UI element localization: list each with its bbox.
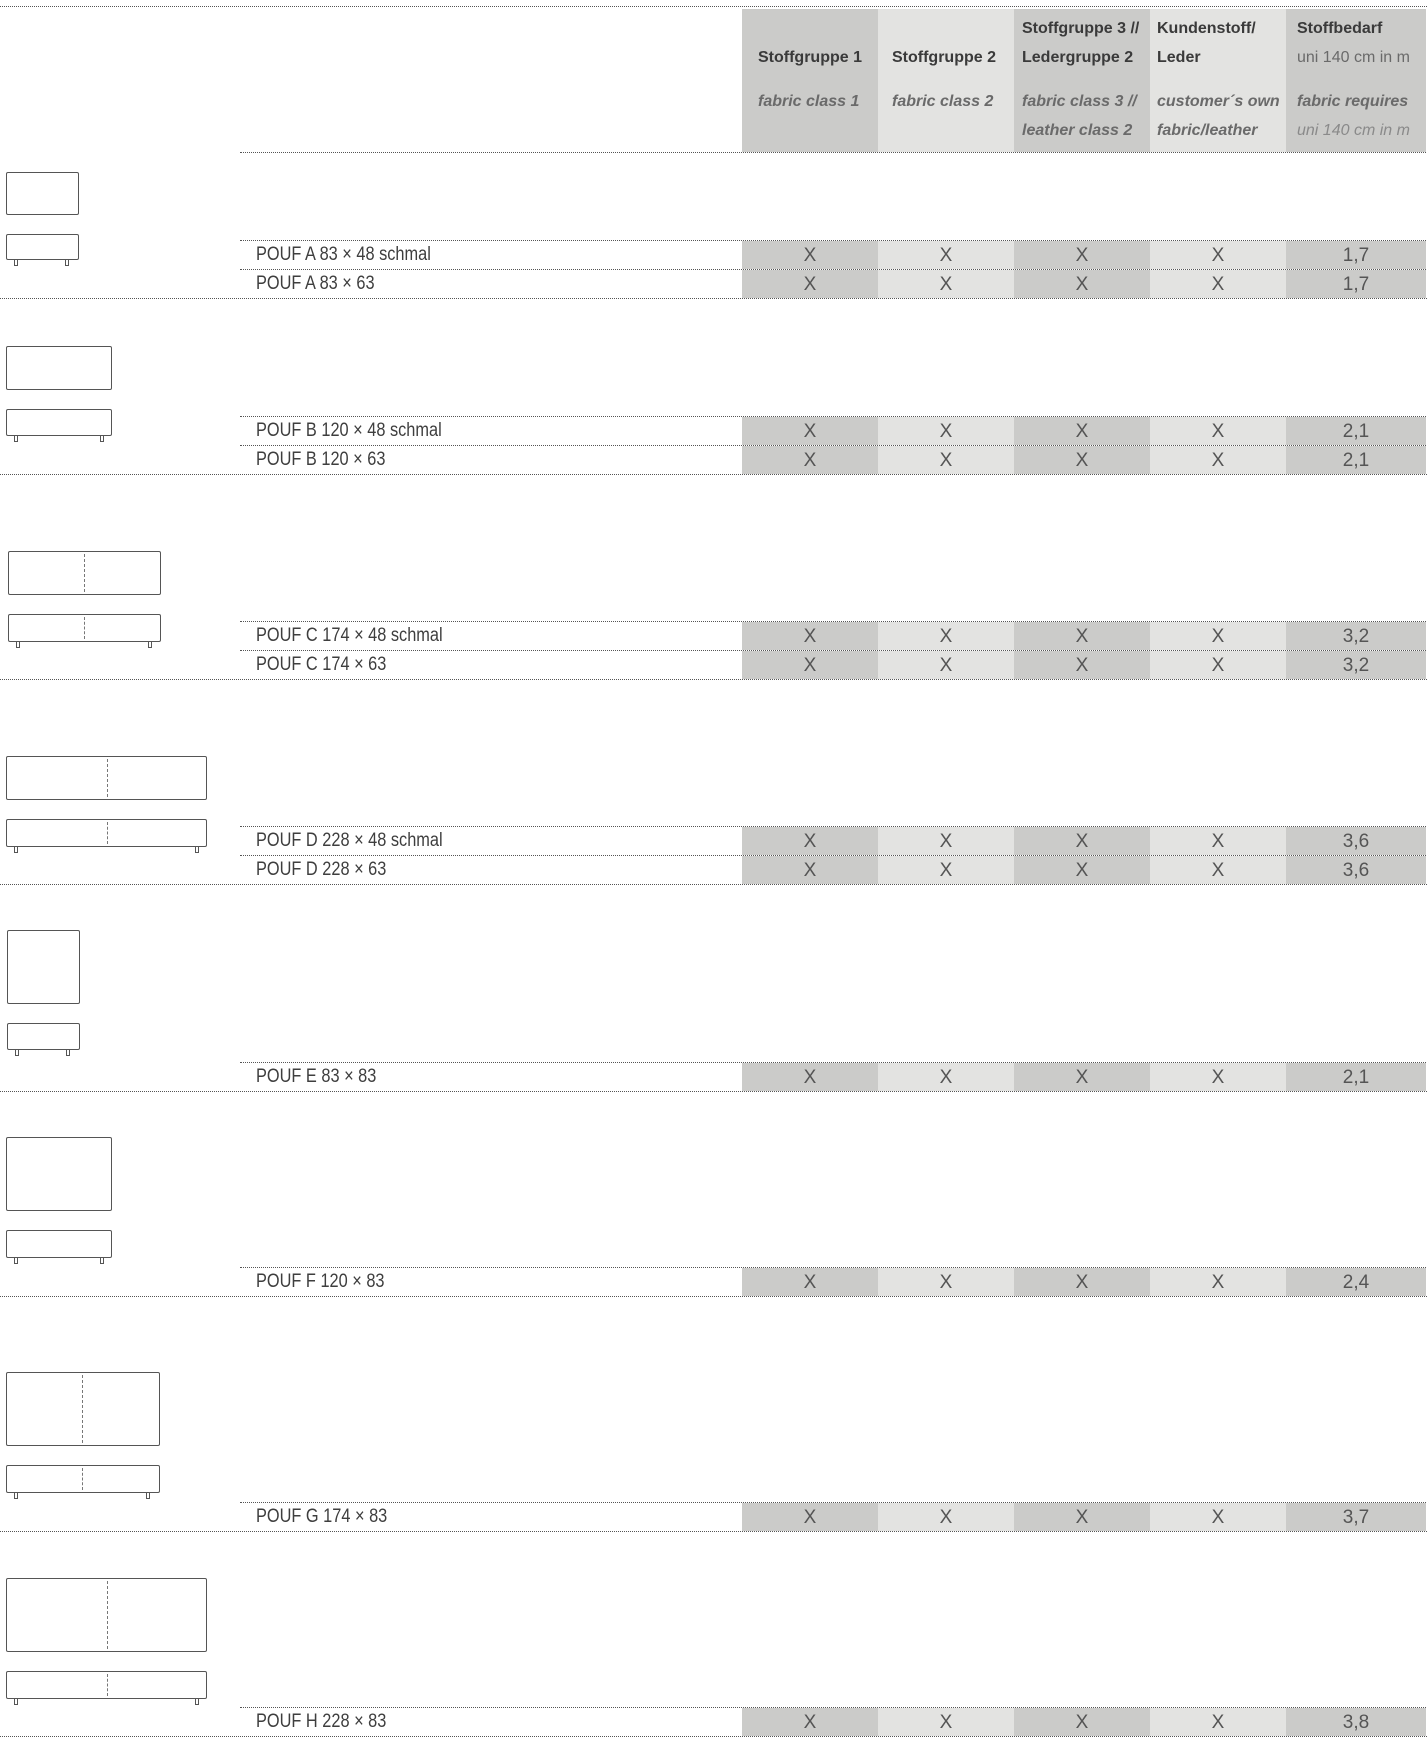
group-bottom-rule xyxy=(0,884,1427,885)
product-name: POUF C 174 × 63 xyxy=(256,654,387,675)
product-name: POUF B 120 × 63 xyxy=(256,449,386,470)
availability-cell: X xyxy=(939,450,953,471)
availability-cell: X xyxy=(1075,626,1089,647)
availability-cell: X xyxy=(803,1067,817,1088)
availability-cell: X xyxy=(803,1712,817,1733)
availability-cell: X xyxy=(803,626,817,647)
group-bottom-rule xyxy=(0,298,1427,299)
header-col4: Kundenstoff/ Leder customer´s own fabric/leather xyxy=(1157,20,1280,139)
availability-cell: X xyxy=(803,831,817,852)
availability-cell: X xyxy=(1211,626,1225,647)
availability-cell: X xyxy=(1075,831,1089,852)
availability-cell: X xyxy=(1211,655,1225,676)
fabric-requirement-cell: 3,2 xyxy=(1342,626,1370,647)
fabric-requirement-cell: 2,4 xyxy=(1342,1272,1370,1293)
availability-cell: X xyxy=(1211,1067,1225,1088)
fabric-requirement-cell: 1,7 xyxy=(1342,274,1370,295)
availability-cell: X xyxy=(939,274,953,295)
product-name: POUF C 174 × 48 schmal xyxy=(256,625,443,646)
availability-cell: X xyxy=(1075,421,1089,442)
availability-cell: X xyxy=(803,1272,817,1293)
availability-cell: X xyxy=(1075,860,1089,881)
fabric-requirement-cell: 3,2 xyxy=(1342,655,1370,676)
availability-cell: X xyxy=(1211,421,1225,442)
availability-cell: X xyxy=(939,1507,953,1528)
product-name: POUF B 120 × 48 schmal xyxy=(256,420,442,441)
product-name: POUF E 83 × 83 xyxy=(256,1066,377,1087)
availability-cell: X xyxy=(939,1067,953,1088)
availability-cell: X xyxy=(939,1272,953,1293)
group-bottom-rule xyxy=(0,1296,1427,1297)
group-bottom-rule xyxy=(0,1736,1427,1737)
availability-cell: X xyxy=(803,274,817,295)
availability-cell: X xyxy=(1075,274,1089,295)
header-col2: Stoffgruppe 2 fabric class 2 xyxy=(892,49,996,110)
availability-cell: X xyxy=(803,860,817,881)
header-bottom-rule xyxy=(240,152,1426,153)
fabric-requirement-cell: 2,1 xyxy=(1342,421,1370,442)
group-bottom-rule xyxy=(0,1531,1427,1532)
availability-cell: X xyxy=(1211,245,1225,266)
availability-cell: X xyxy=(939,1712,953,1733)
availability-cell: X xyxy=(939,860,953,881)
availability-cell: X xyxy=(1075,450,1089,471)
product-name: POUF A 83 × 63 xyxy=(256,273,375,294)
availability-cell: X xyxy=(1211,1712,1225,1733)
availability-cell: X xyxy=(1075,1272,1089,1293)
availability-cell: X xyxy=(803,421,817,442)
fabric-requirement-cell: 3,6 xyxy=(1342,860,1370,881)
product-name: POUF D 228 × 48 schmal xyxy=(256,830,443,851)
fabric-requirement-cell: 3,8 xyxy=(1342,1712,1370,1733)
availability-cell: X xyxy=(939,245,953,266)
availability-cell: X xyxy=(1211,450,1225,471)
fabric-requirement-cell: 2,1 xyxy=(1342,450,1370,471)
availability-cell: X xyxy=(1211,274,1225,295)
availability-cell: X xyxy=(1211,1272,1225,1293)
availability-cell: X xyxy=(1075,1712,1089,1733)
availability-cell: X xyxy=(939,831,953,852)
fabric-requirement-cell: 2,1 xyxy=(1342,1067,1370,1088)
product-name: POUF D 228 × 63 xyxy=(256,859,387,880)
availability-cell: X xyxy=(803,245,817,266)
availability-cell: X xyxy=(803,1507,817,1528)
top-rule xyxy=(0,6,1427,7)
availability-cell: X xyxy=(1075,1067,1089,1088)
header-col3: Stoffgruppe 3 // Ledergruppe 2 fabric class 3 // leather class 2 xyxy=(1022,20,1140,139)
availability-cell: X xyxy=(939,626,953,647)
header-col1: Stoffgruppe 1 fabric class 1 xyxy=(758,49,862,110)
availability-cell: X xyxy=(1075,245,1089,266)
availability-cell: X xyxy=(1211,860,1225,881)
availability-cell: X xyxy=(939,421,953,442)
availability-cell: X xyxy=(803,655,817,676)
fabric-requirement-cell: 3,6 xyxy=(1342,831,1370,852)
header-col5: Stoffbedarf uni 140 cm in m fabric requires uni 140 cm in m xyxy=(1297,20,1410,139)
fabric-requirement-cell: 1,7 xyxy=(1342,245,1370,266)
availability-cell: X xyxy=(803,450,817,471)
availability-cell: X xyxy=(939,655,953,676)
fabric-requirement-cell: 3,7 xyxy=(1342,1507,1370,1528)
group-bottom-rule xyxy=(0,1091,1427,1092)
group-bottom-rule xyxy=(0,679,1427,680)
availability-cell: X xyxy=(1075,1507,1089,1528)
availability-cell: X xyxy=(1211,831,1225,852)
availability-cell: X xyxy=(1075,655,1089,676)
product-name: POUF H 228 × 83 xyxy=(256,1711,387,1732)
product-name: POUF F 120 × 83 xyxy=(256,1271,385,1292)
product-name: POUF A 83 × 48 schmal xyxy=(256,244,431,265)
availability-cell: X xyxy=(1211,1507,1225,1528)
group-bottom-rule xyxy=(0,474,1427,475)
product-name: POUF G 174 × 83 xyxy=(256,1506,388,1527)
